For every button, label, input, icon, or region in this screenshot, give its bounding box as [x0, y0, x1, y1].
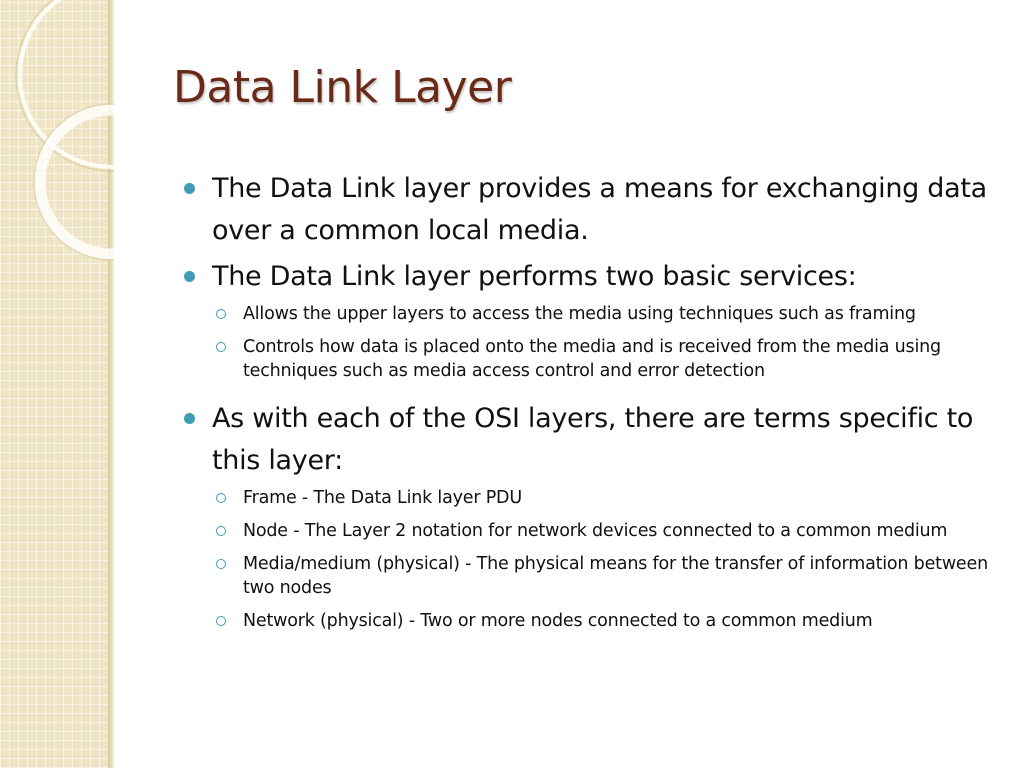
- sub-bullet-item: [184, 519, 996, 543]
- bullet-item: [184, 398, 996, 482]
- sub-bullet-item: [184, 552, 996, 600]
- slide-title: Data Link Layer: [173, 62, 512, 113]
- hollow-circle-icon: [216, 309, 226, 319]
- bullet-text: As with each of the OSI layers, there are terms specific to this layer:: [212, 403, 974, 476]
- sub-bullet-item: [184, 609, 996, 633]
- hollow-circle-icon: [216, 526, 226, 536]
- bullet-item: [184, 256, 996, 298]
- bullet-dot-icon: [184, 271, 195, 282]
- bullet-item: [184, 168, 996, 252]
- sub-bullet-text: Allows the upper layers to access the media using techniques such as framing: [243, 304, 916, 324]
- sub-bullet-text: Node - The Layer 2 notation for network devices connected to a common medium: [243, 521, 948, 541]
- sub-bullet-item: [184, 302, 996, 326]
- sub-bullet-item: [184, 486, 996, 510]
- hollow-circle-icon: [216, 616, 226, 626]
- sub-bullet-text: Frame - The Data Link layer PDU: [243, 488, 522, 508]
- bullet-dot-icon: [184, 183, 195, 194]
- sub-bullet-text: Network (physical) - Two or more nodes connected to a common medium: [243, 611, 873, 631]
- bullet-text: The Data Link layer performs two basic services:: [212, 261, 857, 292]
- hollow-circle-icon: [216, 493, 226, 503]
- sub-bullet-text: Controls how data is placed onto the media and is received from the media using techniques such as media access control and error detection: [243, 337, 941, 381]
- bullet-text: The Data Link layer provides a means for exchanging data over a common local media.: [212, 173, 987, 246]
- decorative-rings: [0, 0, 114, 768]
- slide-content: [184, 168, 996, 642]
- sub-bullet-text: Media/medium (physical) - The physical means for the transfer of information between two nodes: [243, 554, 988, 598]
- hollow-circle-icon: [216, 342, 226, 352]
- hollow-circle-icon: [216, 559, 226, 569]
- bullet-dot-icon: [184, 413, 195, 424]
- sub-bullet-item: [184, 335, 996, 383]
